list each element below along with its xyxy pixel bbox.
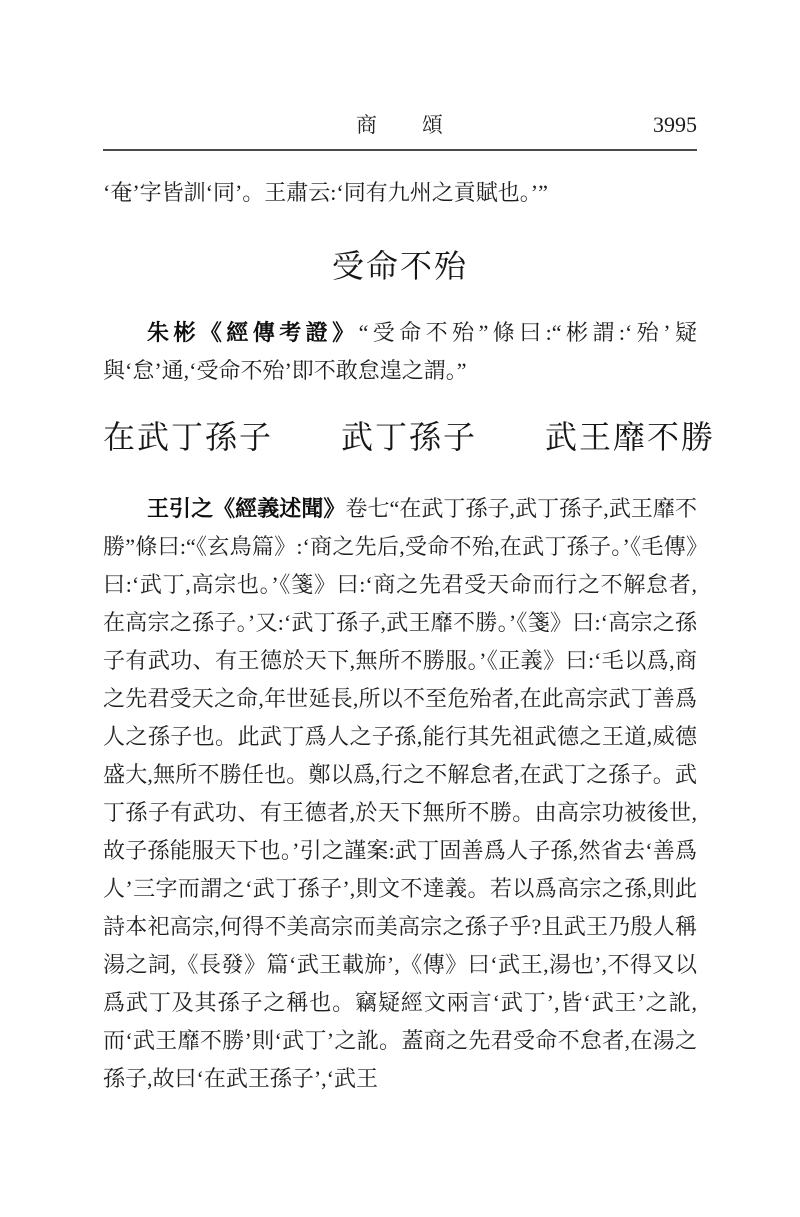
commentary-text: “受命不殆”條曰:“彬謂:‘殆’疑與‘怠’通,‘受命不殆’即不敢怠遑之謂。”: [103, 320, 697, 383]
source-citation-wang-yin-zhi: 王引之《經義述聞》: [147, 496, 346, 521]
commentary-text: 卷七“在武丁孫子,武丁孫子,武王靡不勝”條曰:“《玄鳥篇》:‘商之先后,受命不殆,在武丁孫子。’《毛傳》曰:‘武丁,高宗也。’《箋》曰:‘商之先君受天命而行之不解怠者,在高宗之孫子。’又:‘武丁孫子,武王靡不勝。’《箋》曰:‘高宗之孫子有武功、有王德於天下,無所不勝服。’《正義》曰:‘毛以爲,商之先君受天之命,年世延長,所以不至危殆者,在此高宗武丁善爲人之孫子也。此武丁爲人之子孫,能行其先祖武德之王道,威德盛大,無所不勝任也。鄭以爲,行之不解怠者,在武丁之孫子。武丁孫子有武功、有王德者,於天下無所不勝。由高宗功被後世,故子孫能服天下也。’引之謹案:武丁固善爲人子孫,然省去‘善爲人’三字而謂之‘武丁孫子’,則文不達義。若以爲高宗之孫,則此詩本祀高宗,何得不美高宗而美高宗之孫子乎?且武王乃殷人稱湯之詞,《長發》篇‘武王載斾’,《傳》曰‘武王,湯也’,不得又以爲武丁及其孫子之稱也。竊疑經文兩言‘武丁’,皆‘武王’之訛,而‘武王靡不勝’則‘武丁’之訛。蓋商之先君受命不怠者,在湯之孫子,故曰‘在武王孫子’,‘武王: [103, 496, 697, 1091]
continuation-paragraph: ‘奄’字皆訓‘同’。王肅云:‘同有九州之貢賦也。’”: [103, 180, 548, 205]
section-title-zai-wu-ding-sun-zi: 在武丁孫子 武丁孫子 武王靡不勝: [103, 419, 716, 455]
page-number: 3995: [653, 112, 697, 137]
source-citation-zhu-bin: 朱彬《經傳考證》: [147, 320, 359, 345]
section-title-shou-ming-bu-dai: 受命不殆: [331, 248, 468, 284]
page-header: [103, 112, 697, 138]
running-title: 商 頌: [356, 113, 444, 137]
commentary-paragraph-wang-yin-zhi: [103, 490, 697, 1098]
commentary-paragraph-zhu-bin: [103, 314, 697, 390]
header-rule: [103, 149, 697, 151]
